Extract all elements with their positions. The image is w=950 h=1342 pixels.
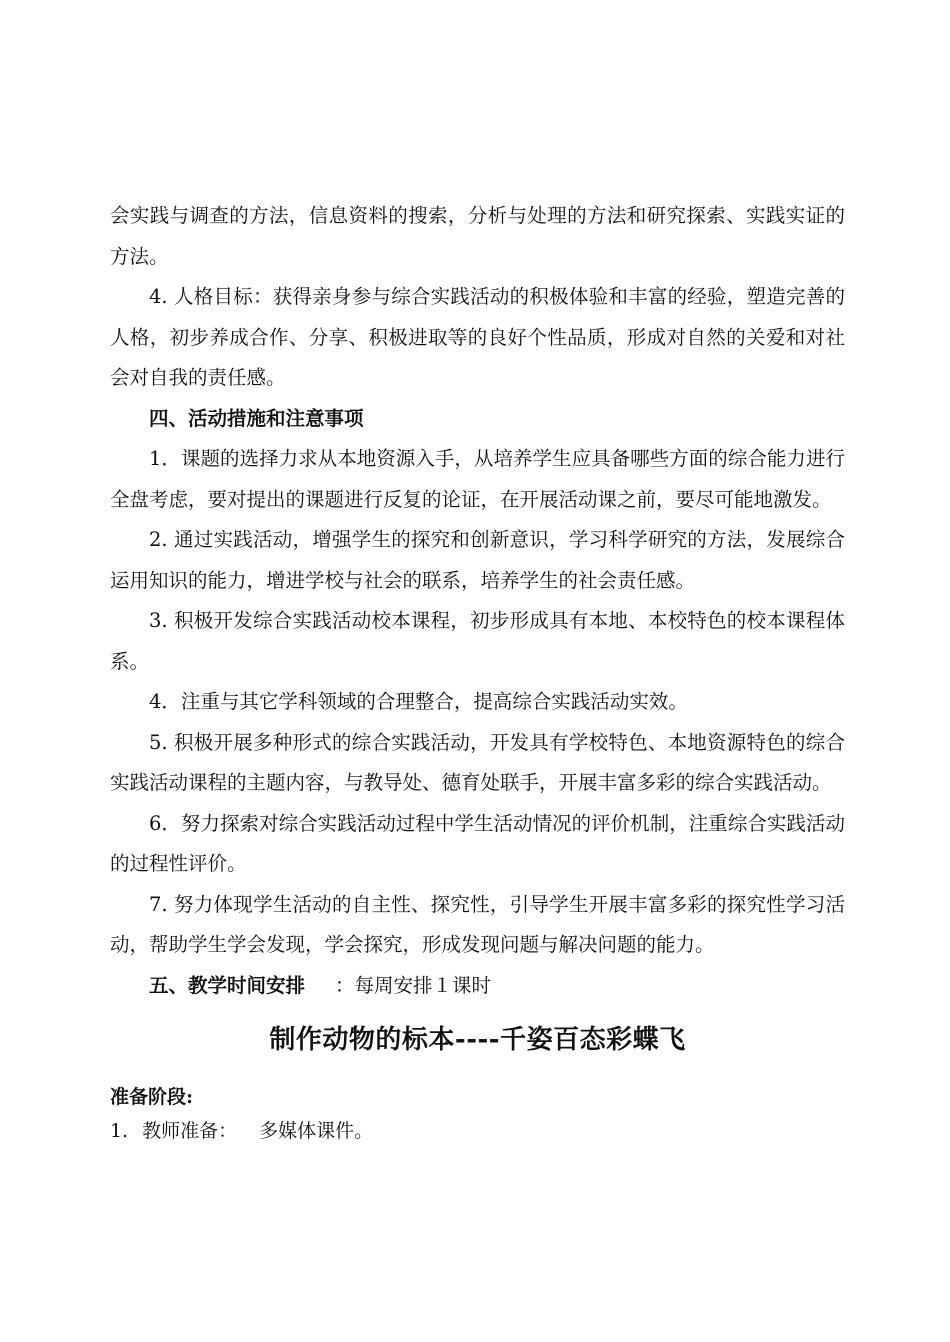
section-5-heading bbox=[110, 966, 845, 1007]
prep-item-value: 多媒体课件。 bbox=[259, 1120, 374, 1142]
prep-stage-label: 准备阶段: bbox=[110, 1086, 194, 1108]
section-5-detail: ：每周安排１课时 bbox=[335, 973, 492, 997]
prep-item-teacher bbox=[110, 1116, 845, 1146]
paragraph-methods: 会实践与调查的方法，信息资料的搜索，分析与处理的方法和研究探索、实践实证的方法。 bbox=[110, 204, 845, 268]
prep-item-label: 教师准备： bbox=[142, 1120, 238, 1142]
section-4-item-6: 6．努力探索对综合实践活动过程中学生活动情况的评价机制，注重综合实践活动的过程性评价。 bbox=[110, 811, 845, 875]
document-page bbox=[110, 196, 845, 1146]
section-4-item-4: 4．注重与其它学科领域的合理整合，提高综合实践活动实效。 bbox=[149, 690, 688, 713]
section-4-heading: 四、活动措施和注意事项 bbox=[149, 406, 364, 430]
section-5-heading-text: 五、教学时间安排 bbox=[149, 973, 306, 997]
paragraph-personality-goal: 4. 人格目标：获得亲身参与综合实践活动的积极体验和丰富的经验，塑造完善的人格，初步养成合作、分享、积极进取等的良好个性品质，形成对自然的关爱和对社会对自我的责任感。 bbox=[110, 285, 845, 389]
section-4-item-3: 3. 积极开发综合实践活动校本课程，初步形成具有本地、本校特色的校本课程体系。 bbox=[110, 609, 845, 673]
prep-item-number: 1. bbox=[110, 1120, 129, 1142]
section-4-item-7: 7. 努力体现学生活动的自主性、探究性，引导学生开展丰富多彩的探究性学习活动，帮助学生学会发现，学会探究，形成发现问题与解决问题的能力。 bbox=[110, 892, 845, 956]
section-4-item-2: 2. 通过实践活动，增强学生的探究和创新意识，学习科学研究的方法，发展综合运用知识的能力，增进学校与社会的联系，培养学生的社会责任感。 bbox=[110, 528, 845, 592]
lesson-title: 制作动物的标本----千姿百态彩蝶飞 bbox=[269, 1025, 686, 1055]
section-4-item-1: 1．课题的选择力求从本地资源入手，从培养学生应具备哪些方面的综合能力进行全盘考虑，要对提出的课题进行反复的论证，在开展活动课之前，要尽可能地激发。 bbox=[110, 447, 845, 511]
section-4-item-5: 5. 积极开展多种形式的综合实践活动，开发具有学校特色、本地资源特色的综合实践活动课程的主题内容，与教导处、德育处联手，开展丰富多彩的综合实践活动。 bbox=[110, 730, 845, 794]
